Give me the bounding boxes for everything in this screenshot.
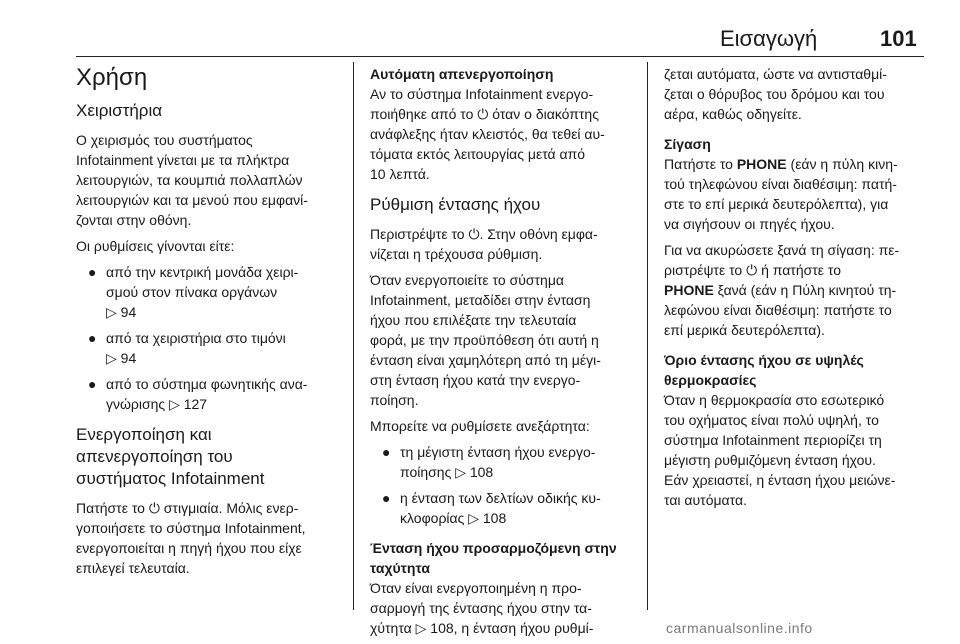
text-run: Πατήστε το [664, 156, 737, 172]
bullet-icon: ● [88, 376, 97, 392]
list-item [76, 262, 338, 322]
text-run: ξανά (εάν η Πύλη κινητού τη- λεφώνου είναι διαθέσιμη: πατήστε το επί μερικά δευτερόλεπτα). [664, 282, 897, 338]
list-item [370, 488, 632, 528]
list-item-text: από το σύστημα φωνητικής ανα- γνώρισης ▷ 127 [106, 376, 308, 412]
heading-controls: Χειριστήρια [76, 101, 163, 120]
list-item [76, 328, 338, 368]
heading-volume: Ρύθμιση έντασης ήχου [370, 195, 541, 214]
paragraph-temperature-limit: Όταν η θερμοκρασία στο εσωτερικό του οχήματος είναι πολύ υψηλή, το σύστημα Infotainment περιορίζει τη μέγιστη ρυθμιζόμενη ένταση ήχου. Εάν χρειαστεί, η ένταση ήχου μειώνε- ται αυτόματα. [664, 392, 896, 508]
section-title-usage: Χρήση [76, 64, 148, 91]
paragraph-mute [664, 154, 926, 234]
heading-auto-off: Αυτόματη απενεργοποίηση [370, 66, 554, 82]
list-item [370, 442, 632, 482]
page-header-title: Εισαγωγή [720, 26, 818, 51]
heading-temperature-limit: Όριο έντασης ήχου σε υψηλές θερμοκρασίες [664, 352, 864, 388]
paragraph-settings-lead: Οι ρυθμίσεις γίνονται είτε: [76, 238, 235, 254]
column-divider-2 [647, 62, 648, 610]
paragraph-unmute [664, 240, 926, 340]
watermark: carmanualsonline.info [666, 620, 813, 636]
heading-mute: Σίγαση [664, 136, 711, 152]
text-run: (εάν η πύλη κινη- τού τηλεφώνου είναι διαθέσιμη: πατή- στε το επί μερικά δευτερόλεπτα), για να σιγήσουν οι πηγές ήχου. [664, 156, 898, 232]
paragraph-auto-off: Αν το σύστημα Infotainment ενεργο- ποιήθηκε από το ⏻ όταν ο διακόπτης ανάφλεξης ήταν κλειστός, θα τεθεί αυ- τόματα εκτός λειτουργίας μετά από 10 λεπτά. [370, 86, 605, 182]
column-2 [370, 64, 632, 644]
column-1 [76, 64, 338, 584]
column-divider-1 [353, 62, 354, 610]
bullet-icon: ● [382, 490, 391, 506]
phone-key-label: PHONE [664, 282, 714, 298]
heading-speed-volume: Ένταση ήχου προσαρμοζόμενη στην ταχύτητα [370, 540, 617, 576]
paragraph-speed-volume: Όταν είναι ενεργοποιημένη η προ- σαρμογή της έντασης ήχου στην τα- χύτητα ▷ 108, η ένταση ήχου ρυθμί- [370, 580, 594, 636]
list-item-text: η ένταση των δελτίων οδικής κυ- κλοφορίας ▷ 108 [400, 490, 601, 526]
list-item-text: από την κεντρική μονάδα χειρι- σμού στον πίνακα οργάνων ▷ 94 [106, 264, 299, 320]
paragraph-on-off: Πατήστε το ⏻ στιγμιαία. Μόλις ενερ- γοποιήσετε το σύστημα Infotainment, ενεργοποιείται η πηγή ήχου που είχε επιλεγεί τελευταία. [76, 500, 306, 576]
list-item [76, 374, 338, 414]
list-item-text: από τα χειριστήρια στο τιμόνι ▷ 94 [106, 330, 286, 366]
phone-key-label: PHONE [736, 156, 787, 172]
paragraph-volume-rotate: Περιστρέψτε το ⏻. Στην οθόνη εμφα- νίζεται η τρέχουσα ρύθμιση. [370, 226, 598, 262]
paragraph-speed-volume-cont: ζεται αυτόματα, ώστε να αντισταθμί- ζεται ο θόρυβος του δρόμου και του αέρα, καθώς οδηγείτε. [664, 66, 887, 122]
paragraph-controls-intro: Ο χειρισμός του συστήματος Infotainment γίνεται με τα πλήκτρα λειτουργιών, τα κουμπιά πολλαπλών λειτουργιών και τα μενού που εμφανί- ζονται στην οθόνη. [76, 132, 308, 228]
column-3 [664, 64, 926, 516]
bullet-icon: ● [88, 330, 97, 346]
list-item-text: τη μέγιστη ένταση ήχου ενεργο- ποίησης ▷ 108 [400, 444, 596, 480]
text-run: Για να ακυρώσετε ξανά τη σίγαση: πε- ριστρέψτε το ⏻ ή πατήστε το [664, 242, 900, 278]
paragraph-independent-lead: Μπορείτε να ρυθμίσετε ανεξάρτητα: [370, 418, 590, 434]
bullet-icon: ● [88, 264, 97, 280]
paragraph-volume-startup: Όταν ενεργοποιείτε το σύστημα Infotainment, μεταδίδει στην ένταση ήχου που επιλέξατε την τελευταία φορά, με την προϋπόθεση ότι αυτή η ένταση είναι χαμηλότερη από τη μέγι- στη ένταση ήχου κατά την ενεργο- ποίηση. [370, 272, 601, 408]
heading-on-off: Ενεργοποίηση και απενεργοποίηση του συστήματος Infotainment [76, 425, 265, 488]
header-rule [76, 56, 924, 57]
bullet-icon: ● [382, 444, 391, 460]
page-number: 101 [880, 26, 917, 51]
